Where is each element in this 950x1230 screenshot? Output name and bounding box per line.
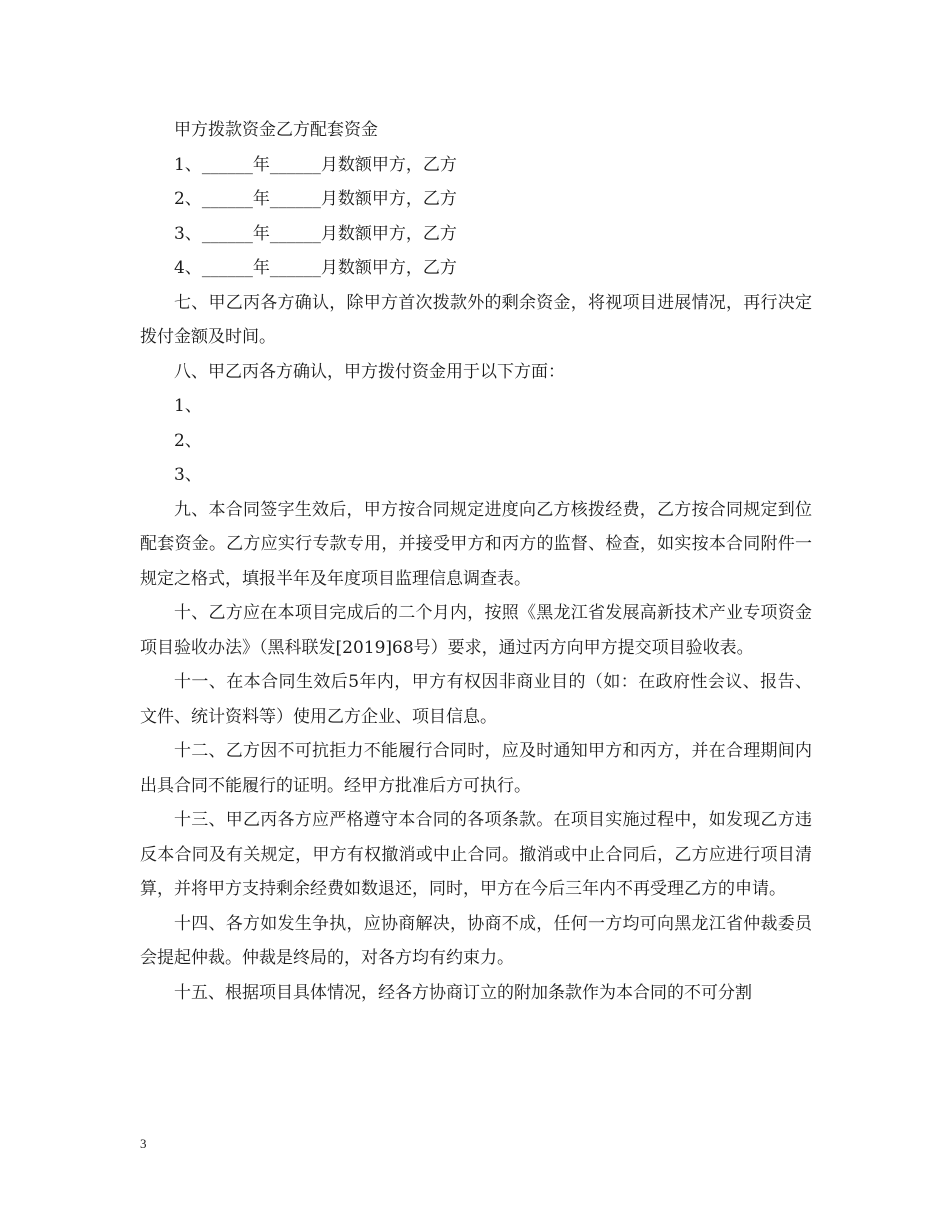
funding-line-4: 4、______年______月数额甲方，乙方 xyxy=(174,258,457,278)
page-number: 3 xyxy=(140,1136,147,1151)
funding-line-3: 3、______年______月数额甲方，乙方 xyxy=(174,223,457,244)
clause-8-item-1: 1、 xyxy=(174,396,202,416)
clause-14: 十四、各方如发生争执，应协商解决，协商不成，任何一方均可向黑龙江省仲裁委员会提起仲裁。仲裁是终局的，对各方均有约束力。 xyxy=(140,913,812,968)
clause-8-item-2: 2、 xyxy=(174,430,202,451)
clause-12: 十二、乙方因不可抗拒力不能履行合同时，应及时通知甲方和丙方，并在合理期间内出具合同不能履行的证明。经甲方批准后方可执行。 xyxy=(140,741,812,796)
funding-line-1: 1、______年______月数额甲方，乙方 xyxy=(174,154,457,175)
clause-8-item-3: 3、 xyxy=(174,465,202,485)
funding-header: 甲方拨款资金乙方配套资金 xyxy=(174,120,378,140)
funding-line-2: 2、______年______月数额甲方，乙方 xyxy=(174,189,457,209)
clause-11: 十一、在本合同生效后5年内，甲方有权因非商业目的（如：在政府性会议、报告、文件、统计资料等）使用乙方企业、项目信息。 xyxy=(140,672,812,727)
clause-10: 十、乙方应在本项目完成后的二个月内，按照《黑龙江省发展高新技术产业专项资金项目验收办法》（黑科联发[2019]68号）要求，通过丙方向甲方提交项目验收表。 xyxy=(140,603,812,658)
document-body xyxy=(140,113,812,1010)
clause-13: 十三、甲乙丙各方应严格遵守本合同的各项条款。在项目实施过程中，如发现乙方违反本合同及有关规定，甲方有权撤消或中止合同。撤消或中止合同后，乙方应进行项目清算，并将甲方支持剩余经费如数退还，同时，甲方在今后三年内不再受理乙方的申请。 xyxy=(140,810,812,899)
clause-15: 十五、根据项目具体情况，经各方协商订立的附加条款作为本合同的不可分割 xyxy=(174,982,752,1003)
clause-7: 七、甲乙丙各方确认，除甲方首次拨款外的剩余资金，将视项目进展情况，再行决定拨付金额及时间。 xyxy=(140,292,812,347)
clause-8: 八、甲乙丙各方确认，甲方拨付资金用于以下方面： xyxy=(174,361,565,382)
clause-9: 九、本合同签字生效后，甲方按合同规定进度向乙方核拨经费，乙方按合同规定到位配套资金。乙方应实行专款专用，并接受甲方和丙方的监督、检查，如实按本合同附件一规定之格式，填报半年及年度项目监理信息调查表。 xyxy=(140,499,812,589)
